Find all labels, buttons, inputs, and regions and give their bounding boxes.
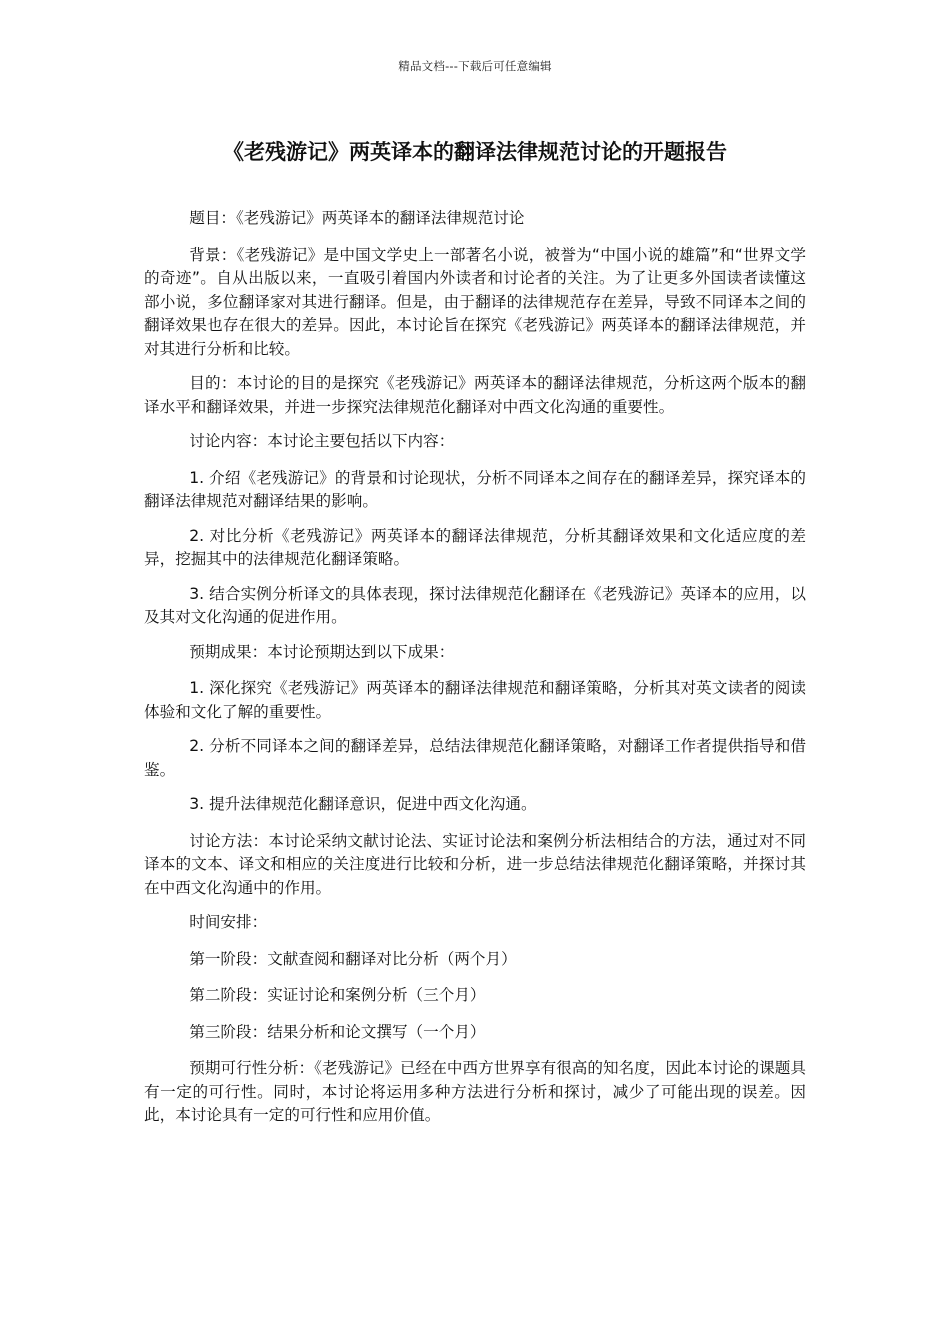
header-note: 精品文档---下载后可任意编辑 xyxy=(398,59,552,73)
paragraph-content-item-1: 1. 介绍《老残游记》的背景和讨论现状，分析不同译本之间存在的翻译差异，探究译本的翻译法律规范对翻译结果的影响。 xyxy=(144,468,806,510)
paragraph-outcome-item-1: 1. 深化探究《老残游记》两英译本的翻译法律规范和翻译策略，分析其对英文读者的阅读体验和文化了解的重要性。 xyxy=(144,679,806,721)
paragraph-content-heading: 讨论内容：本讨论主要包括以下内容： xyxy=(189,432,455,450)
paragraph-purpose: 目的：本讨论的目的是探究《老残游记》两英译本的翻译法律规范，分析这两个版本的翻译水平和翻译效果，并进一步探究法律规范化翻译对中西文化沟通的重要性。 xyxy=(144,374,806,416)
paragraph-schedule-stage-3: 第三阶段：结果分析和论文撰写（一个月） xyxy=(189,1022,486,1041)
paragraph-schedule-stage-1: 第一阶段：文献查阅和翻译对比分析（两个月） xyxy=(189,949,517,968)
document-title: 《老残游记》两英译本的翻译法律规范讨论的开题报告 xyxy=(223,140,727,164)
paragraph-topic: 题目：《老残游记》两英译本的翻译法律规范讨论 xyxy=(189,209,525,227)
paragraph-feasibility: 预期可行性分析：《老残游记》已经在中西方世界享有很高的知名度，因此本讨论的课题具有一定的可行性。同时，本讨论将运用多种方法进行分析和探讨，减少了可能出现的误差。因此，本讨论具有一定的可行性和应用价值。 xyxy=(144,1059,806,1124)
paragraph-outcome-item-3: 3. 提升法律规范化翻译意识，促进中西文化沟通。 xyxy=(189,795,537,813)
paragraph-content-item-2: 2. 对比分析《老残游记》两英译本的翻译法律规范，分析其翻译效果和文化适应度的差异，挖掘其中的法律规范化翻译策略。 xyxy=(144,526,806,568)
paragraph-schedule-stage-2: 第二阶段：实证讨论和案例分析（三个月） xyxy=(189,986,486,1004)
paragraph-schedule-heading: 时间安排： xyxy=(189,913,268,931)
paragraph-method: 讨论方法：本讨论采纳文献讨论法、实证讨论法和案例分析法相结合的方法，通过对不同译本的文本、译文和相应的关注度进行比较和分析，进一步总结法律规范化翻译策略，并探讨其在中西文化沟通中的作用。 xyxy=(144,831,806,897)
paragraph-content-item-3: 3. 结合实例分析译文的具体表现，探讨法律规范化翻译在《老残游记》英译本的应用，以及其对文化沟通的促进作用。 xyxy=(144,584,806,626)
paragraph-background: 背景：《老残游记》是中国文学史上一部著名小说，被誉为“中国小说的雄篇”和“世界文学的奇迹”。自从出版以来，一直吸引着国内外读者和讨论者的关注。为了让更多外国读者读懂这部小说，多位翻译家对其进行翻译。但是，由于翻译的法律规范存在差异，导致不同译本之间的翻译效果也存在很大的差异。因此，本讨论旨在探究《老残游记》两英译本的翻译法律规范，并对其进行分析和比较。 xyxy=(144,245,806,358)
document-body xyxy=(144,207,806,1139)
paragraph-outcome-item-2: 2. 分析不同译本之间的翻译差异，总结法律规范化翻译策略，对翻译工作者提供指导和借鉴。 xyxy=(144,737,806,779)
paragraph-outcomes-heading: 预期成果：本讨论预期达到以下成果： xyxy=(189,642,455,661)
